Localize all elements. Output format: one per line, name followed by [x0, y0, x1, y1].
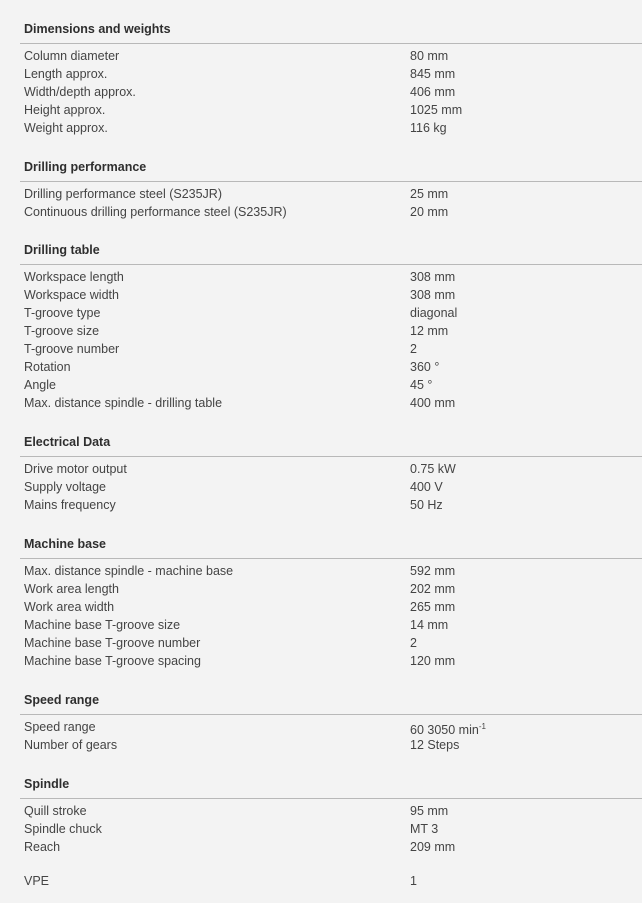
section-title: Speed range	[24, 693, 100, 707]
spec-value-text: diagonal	[410, 306, 458, 320]
spec-label: Reach	[24, 840, 61, 854]
spec-row	[0, 359, 642, 377]
spec-value-text: 2	[410, 342, 417, 356]
spec-row	[0, 821, 642, 839]
spec-value	[410, 461, 456, 477]
spec-label: Work area width	[24, 600, 115, 614]
spec-row	[0, 102, 642, 120]
spec-value-text: 14 mm	[410, 618, 449, 632]
spec-value	[410, 287, 455, 303]
spec-row	[0, 305, 642, 323]
spec-row	[0, 48, 642, 66]
section-title: Machine base	[24, 537, 106, 551]
spec-value	[410, 323, 448, 339]
spec-value	[410, 497, 443, 513]
spec-value-text: 1025 mm	[410, 103, 463, 117]
section-divider	[20, 714, 642, 715]
spec-value	[410, 737, 459, 753]
spec-row	[0, 204, 642, 222]
spec-value	[410, 581, 455, 597]
spec-value	[410, 186, 448, 202]
spec-value	[410, 341, 417, 357]
spec-label: Drive motor output	[24, 462, 127, 476]
spec-label: T-groove type	[24, 306, 101, 320]
spec-value	[410, 617, 448, 633]
spec-row	[0, 581, 642, 599]
spec-value-text: 120 mm	[410, 654, 456, 668]
section-divider	[20, 264, 642, 265]
spec-value-text: 95 mm	[410, 804, 449, 818]
spec-row	[0, 563, 642, 581]
spec-label: Drilling performance steel (S235JR)	[24, 187, 222, 201]
spec-label: Number of gears	[24, 738, 118, 752]
spec-label: Workspace length	[24, 270, 124, 284]
spec-value-text: 12 Steps	[410, 738, 460, 752]
spec-value-text: 360 °	[410, 360, 440, 374]
spec-value-text: 45 °	[410, 378, 433, 392]
spec-row	[0, 497, 642, 515]
spec-label: Rotation	[24, 360, 71, 374]
spec-label: Machine base T-groove size	[24, 618, 181, 632]
spec-value-text: 209 mm	[410, 840, 456, 854]
section-divider	[20, 558, 642, 559]
section-title: Dimensions and weights	[24, 22, 171, 36]
spec-row	[0, 479, 642, 497]
spec-value-text: 116 kg	[410, 121, 447, 135]
spec-value	[410, 839, 455, 855]
spec-row	[0, 719, 642, 737]
spec-label: Max. distance spindle - drilling table	[24, 396, 223, 410]
spec-value-text: 80 mm	[410, 49, 449, 63]
spec-label: Workspace width	[24, 288, 119, 302]
spec-value	[410, 269, 455, 285]
spec-value: 1	[410, 874, 417, 888]
spec-value-text: MT 3	[410, 822, 439, 836]
spec-value	[410, 48, 448, 64]
spec-value	[410, 359, 439, 375]
spec-row	[0, 377, 642, 395]
spec-row	[0, 395, 642, 413]
spec-value-text: 0.75 kW	[410, 462, 456, 476]
spec-value	[410, 305, 457, 321]
section-divider	[20, 181, 642, 182]
spec-label: Spindle chuck	[24, 822, 102, 836]
spec-value-text: 60 3050 min	[410, 723, 479, 737]
spec-value	[410, 66, 455, 82]
spec-value-text: 406 mm	[410, 85, 456, 99]
spec-label: T-groove size	[24, 324, 100, 338]
spec-value	[410, 204, 448, 220]
section-divider	[20, 43, 642, 44]
spec-label: Mains frequency	[24, 498, 116, 512]
spec-row	[0, 635, 642, 653]
spec-value	[410, 377, 432, 393]
spec-row	[0, 84, 642, 102]
spec-row	[0, 461, 642, 479]
spec-label: Column diameter	[24, 49, 120, 63]
spec-value	[410, 479, 443, 495]
section-title: Drilling table	[24, 243, 100, 257]
spec-value	[410, 821, 438, 837]
spec-value-text: 400 mm	[410, 396, 456, 410]
spec-value	[410, 102, 462, 118]
spec-label: Max. distance spindle - machine base	[24, 564, 234, 578]
spec-value-text: 20 mm	[410, 205, 449, 219]
spec-row	[0, 653, 642, 671]
section-divider	[20, 456, 642, 457]
spec-row	[0, 287, 642, 305]
spec-value-text: 400 V	[410, 480, 443, 494]
spec-label: VPE	[24, 874, 50, 888]
spec-value	[410, 395, 455, 411]
spec-label: Machine base T-groove number	[24, 636, 201, 650]
spec-value	[410, 84, 455, 100]
spec-value-text: 2	[410, 636, 417, 650]
spec-row	[0, 323, 642, 341]
spec-value	[410, 653, 455, 669]
spec-value-text: 265 mm	[410, 600, 456, 614]
spec-value-exponent: -1	[478, 722, 486, 731]
spec-row	[0, 737, 642, 755]
spec-label: Continuous drilling performance steel (S235JR)	[24, 205, 287, 219]
spec-value-text: 202 mm	[410, 582, 456, 596]
section-divider	[20, 798, 642, 799]
spec-value-text: 592 mm	[410, 564, 456, 578]
spec-row	[0, 66, 642, 84]
spec-row	[0, 839, 642, 857]
section-title: Drilling performance	[24, 160, 147, 174]
spec-label: Supply voltage	[24, 480, 107, 494]
section-title: Electrical Data	[24, 435, 111, 449]
spec-label: Height approx.	[24, 103, 106, 117]
spec-value-text: 845 mm	[410, 67, 456, 81]
spec-label: Speed range	[24, 720, 96, 734]
spec-value	[410, 599, 455, 615]
spec-value	[410, 803, 448, 819]
spec-label: Work area length	[24, 582, 119, 596]
spec-row-vpe	[0, 873, 642, 891]
spec-row	[0, 341, 642, 359]
spec-label: T-groove number	[24, 342, 120, 356]
spec-value-text: 50 Hz	[410, 498, 443, 512]
section-title: Spindle	[24, 777, 70, 791]
spec-value	[410, 120, 447, 136]
spec-value-text: 308 mm	[410, 288, 456, 302]
spec-row	[0, 186, 642, 204]
spec-label: Width/depth approx.	[24, 85, 136, 99]
spec-row	[0, 599, 642, 617]
spec-label: Quill stroke	[24, 804, 87, 818]
spec-row	[0, 120, 642, 138]
spec-row	[0, 617, 642, 635]
spec-value	[410, 635, 417, 651]
spec-label: Length approx.	[24, 67, 108, 81]
spec-value-text: 308 mm	[410, 270, 456, 284]
spec-value	[410, 719, 486, 738]
spec-value	[410, 563, 455, 579]
spec-label: Machine base T-groove spacing	[24, 654, 201, 668]
spec-value-text: 25 mm	[410, 187, 449, 201]
spec-value-text: 12 mm	[410, 324, 449, 338]
spec-label: Angle	[24, 378, 56, 392]
spec-label: Weight approx.	[24, 121, 108, 135]
spec-row	[0, 269, 642, 287]
spec-row	[0, 803, 642, 821]
